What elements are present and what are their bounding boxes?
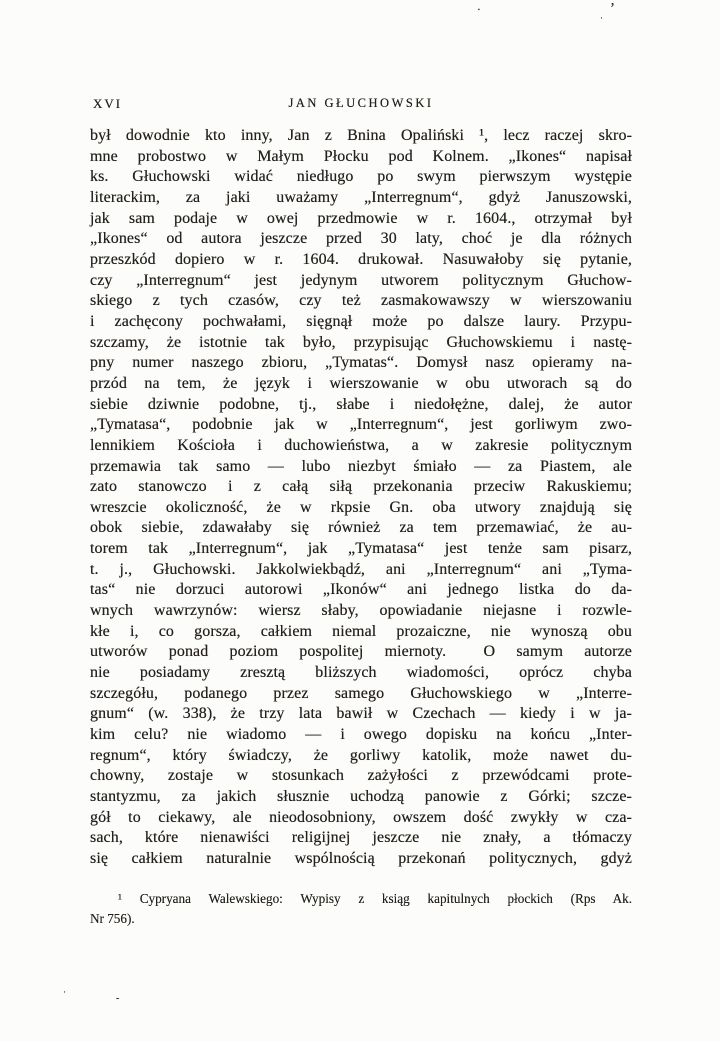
text-line: wnych wawrzynów: wiersz słaby, opowiadanie niejasne i rozwle- <box>90 602 632 620</box>
text-line: torem tak „Interregnum“, jak „Tymatasa“ jest tenże sam pisarz, <box>90 540 632 558</box>
footnote <box>90 889 632 928</box>
text-line: obok siebie, zdawałaby się również za tem przemawiać, że au- <box>90 519 632 537</box>
text-line: ks. Głuchowski widać niedługo po swym pierwszym występie <box>90 168 632 186</box>
text-line: chowny, zostaje w stosunkach zażyłości z przewódcami prote- <box>90 767 632 785</box>
page-number: XVI <box>93 96 123 111</box>
text-line: t. j., Głuchowski. Jakkolwiekbądź, ani „Interregnum“ ani „Tyma- <box>90 560 632 578</box>
text-line: kłe i, co gorsza, całkiem niemal prozaiczne, nie wynoszą obu <box>90 622 632 640</box>
page-header <box>90 94 632 112</box>
scan-artifact: ▪ <box>478 8 480 13</box>
scan-artifact: · <box>600 13 603 23</box>
text-line: skiego z tych czasów, czy też zasmakowawszy w wierszowaniu <box>90 292 632 310</box>
text-line: nie posiadamy zresztą bliższych wiadomości, oprócz chyba <box>90 664 632 682</box>
text-line: siebie dziwnie podobne, tj., słabe i niedołężne, dalej, że autor <box>90 395 632 413</box>
text-line: gnum“ (w. 338), że trzy lata bawił w Czechach — kiedy i w ja- <box>90 705 632 723</box>
text-line: czy „Interregnum“ jest jedynym utworem politycznym Głuchow- <box>90 271 632 289</box>
text-line: przód na tem, że język i wierszowanie w obu utworach są do <box>90 374 632 392</box>
text-line: gół to ciekawy, ale nieodosobniony, owszem dość zwykły w cza- <box>90 808 632 826</box>
running-title: JAN GŁUCHOWSKI <box>288 96 434 110</box>
text-line: „Tymatasa“, podobnie jak w „Interregnum“, jest gorliwym zwo- <box>90 416 632 434</box>
text-line: regnum“, który świadczy, że gorliwy katolik, może nawet du- <box>90 746 632 764</box>
text-line: „Ikones“ od autora jeszcze przed 30 laty, choć je dla różnych <box>90 230 632 248</box>
text-line: mne probostwo w Małym Płocku pod Kolnem. „Ikones“ napisał <box>90 147 632 165</box>
text-line: Nr 756). <box>90 910 135 926</box>
text-line: lennikiem Kościoła i duchowieństwa, a w zakresie politycznym <box>90 436 632 454</box>
text-line: przeszkód dopiero w r. 1604. drukował. Nasuwałoby się pytanie, <box>90 250 632 268</box>
text-line: jak sam podaje w owej przedmowie w r. 1604., otrzymał był <box>90 209 632 227</box>
text-line: szczegółu, podanego przez samego Głuchowskiego w „Interre- <box>90 684 632 702</box>
text-line: utworów ponad poziom pospolitej miernoty. O samym autorze <box>90 643 632 661</box>
scan-artifact: ʼ <box>610 1 615 17</box>
text-line: wreszcie okoliczność, że w rkpsie Gn. oba utwory znajdują się <box>90 498 632 516</box>
text-line: pny numer naszego zbioru, „Tymatas“. Domysł nasz opieramy na- <box>90 354 632 372</box>
scan-artifact: · <box>63 987 66 997</box>
text-line: ¹ Cypryana Walewskiego: Wypisy z ksiąg kapitulnych płockich (Rps Ak. <box>118 891 632 906</box>
body-text <box>90 126 632 870</box>
text-line: się całkiem naturalnie wspólnością przekonań politycznych, gdyż <box>90 849 632 867</box>
text-line: tas“ nie dorzuci autorowi „Ikonów“ ani jednego listka do da- <box>90 581 632 599</box>
text-line: literackim, za jaki uważamy „Interregnum“, gdyż Januszowski, <box>90 188 632 206</box>
text-line: sach, które nienawiści religijnej jeszcze nie znały, a tłómaczy <box>90 829 632 847</box>
text-line: szczamy, że istotnie tak było, przypisując Głuchowskiemu i nastę- <box>90 333 632 351</box>
scan-artifact: ‐ <box>116 993 120 1004</box>
text-line: stantyzmu, za jakich słusznie uchodzą panowie z Górki; szcze- <box>90 788 632 805</box>
text-line: i zachęcony pochwałami, sięgnął może po dalsze laury. Przypu- <box>90 312 632 330</box>
text-line: zato stanowczo i z całą siłą przekonania przeciw Rakuskiemu; <box>90 478 632 496</box>
text-line: kim celu? nie wiadomo — i owego dopisku na końcu „Inter- <box>90 726 632 744</box>
text-line: przemawia tak samo — lubo niezbyt śmiało — za Piastem, ale <box>90 457 632 475</box>
text-line: był dowodnie kto inny, Jan z Bnina Opaliński ¹, lecz raczej skro- <box>90 127 632 144</box>
